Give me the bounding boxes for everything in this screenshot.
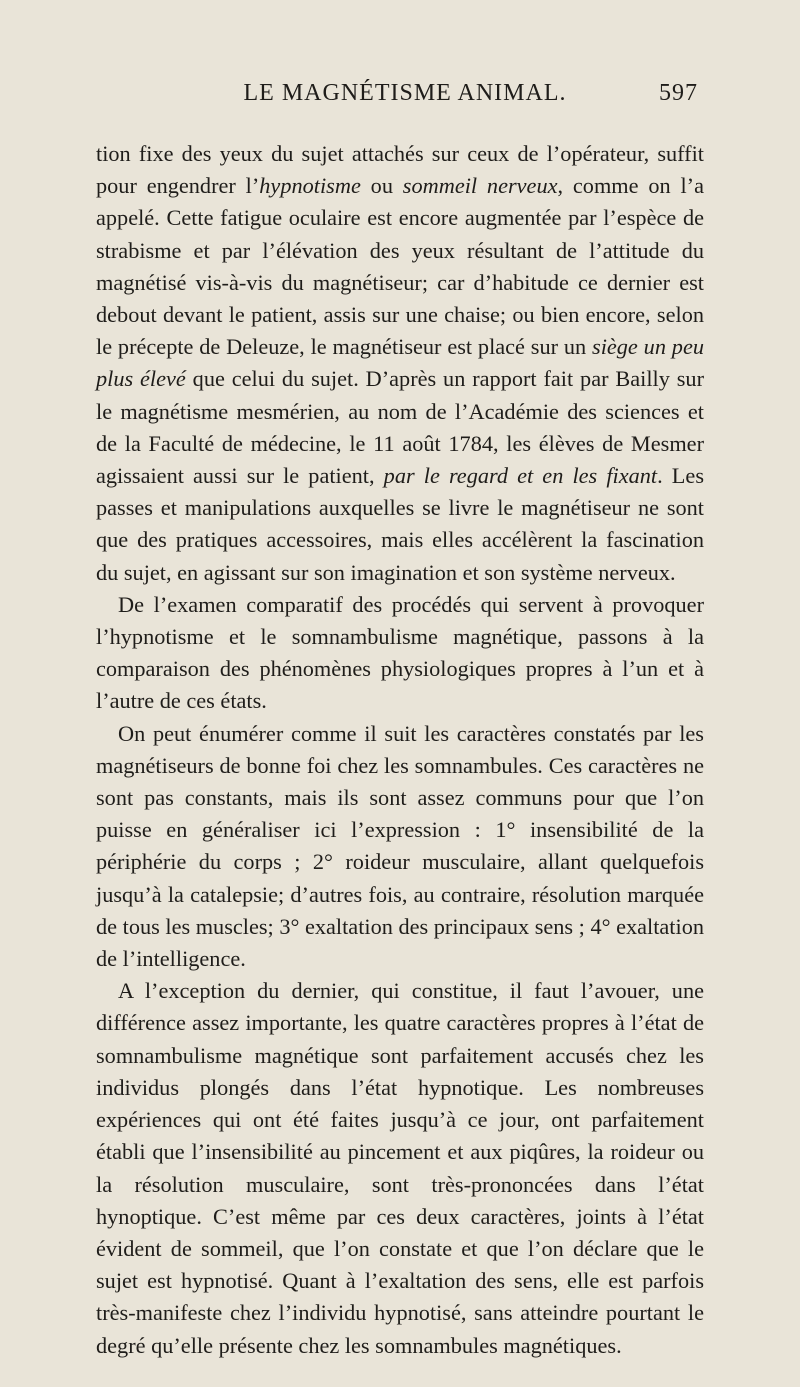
text-run: A l’exception du dernier, qui constitue, il faut l’avouer, une différence assez importante, les quatre caractères propres à l’état de somnambulisme magnétique sont parfaitement accusés chez les individus plongés dans l’état hypnotique. Les nombreuses expériences qui ont été faites jusqu’à ce jour, ont parfaitement établi que l’insensibilité au pincement et aux piqûres, la roideur ou la résolution musculaire, sont très-prononcées dans l’état hynoptique. C’est même par ces deux caractères, joints à l’état évident de sommeil, que l’on constate et que l’on déclare que le sujet est hypnotisé. Quant à l’exaltation des sens, elle est parfois très-manifeste chez l’individu hypnotisé, sans atteindre pourtant le degré qu’elle présente chez les somnambules magnétiques. <box>96 978 704 1358</box>
text-run: , comme on l’a appelé. Cette fatigue oculaire est encore augmentée par l’espèce de strabisme et par l’élévation des yeux résultant de l’attitude du magnétisé vis-à-vis du magnétiseur; car d’habitude ce dernier est debout devant le patient, assis sur une chaise; ou bien encore, selon le précepte de Deleuze, le magnétiseur est placé sur un <box>96 173 704 360</box>
italic-text: siège un peu plus élevé <box>96 334 704 392</box>
paragraph <box>96 718 704 976</box>
paragraph <box>96 975 704 1361</box>
paragraph <box>96 589 704 718</box>
text-run: De l’examen comparatif des procédés qui servent à provoquer l’hypnotisme et le somnambulisme magnétique, passons à la comparaison des phénomènes physiologiques propres à l’un et à l’autre de ces états. <box>96 591 704 714</box>
text-run: ou <box>360 173 403 199</box>
running-title: LE MAGNÉTISME ANIMAL. <box>243 80 567 106</box>
text-run: On peut énumérer comme il suit les caractères constatés par les magnétiseurs de bonne foi chez les somnambules. Ces caractères ne sont pas constants, mais ils sont assez communs pour que l’on puisse en généraliser ici l’expression : 1° insensibilité de la périphérie du corps ; 2° roideur musculaire, allant quelquefois jusqu’à la catalepsie; d’autres fois, au contraire, résolution marquée de tous les muscles; 3° exaltation des principaux sens ; 4° exaltation de l’intelligence. <box>96 720 704 972</box>
italic-text: par le regard et en les fixant <box>383 463 658 489</box>
text-run: tion fixe des yeux du sujet attachés sur ceux de l’opérateur, suffit pour engendrer l’ <box>96 141 704 199</box>
page-number: 597 <box>659 80 698 106</box>
text-run: que celui du sujet. D’après un rapport fait par Bailly sur le magnétisme mesmérien, au nom de l’Académie des sciences et de la Faculté de médecine, le 11 août 1784, les élèves de Mesmer agissaient aussi sur le patient, <box>96 366 704 489</box>
paragraph <box>96 138 704 589</box>
italic-text: hypnotisme <box>259 173 361 199</box>
running-head <box>96 80 704 116</box>
body-text <box>96 138 704 1362</box>
italic-text: sommeil nerveux <box>402 173 558 199</box>
text-run: . Les passes et manipulations auxquelles se livre le magnétiseur ne sont que des pratiques accessoires, mais elles accélèrent la fascination du sujet, en agissant sur son imagination et son système nerveux. <box>96 463 705 585</box>
